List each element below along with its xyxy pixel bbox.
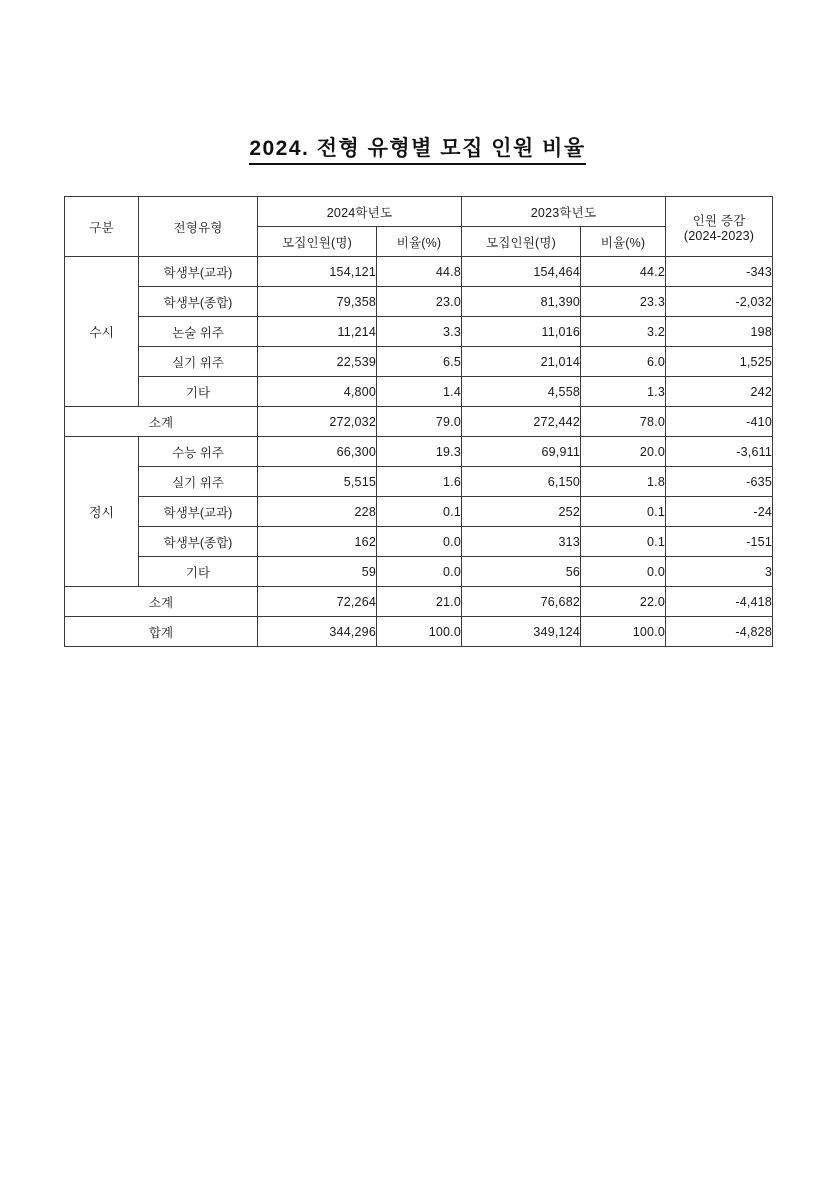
group-label-jeongsi: 정시	[65, 437, 139, 587]
row-type: 기타	[139, 557, 258, 587]
row-count-2024: 162	[258, 527, 377, 557]
header-change-sublabel: (2024-2023)	[683, 228, 755, 243]
page-title-text: 2024. 전형 유형별 모집 인원 비율	[249, 137, 585, 165]
row-type: 실기 위주	[139, 347, 258, 377]
row-type: 실기 위주	[139, 467, 258, 497]
total-count-2024: 344,296	[258, 617, 377, 647]
table-row	[65, 527, 773, 557]
row-ratio-2023: 0.1	[581, 497, 666, 527]
row-count-2023: 154,464	[462, 257, 581, 287]
table-row	[65, 287, 773, 317]
row-ratio-2023: 3.2	[581, 317, 666, 347]
row-change: -635	[666, 467, 773, 497]
row-ratio-2024: 6.5	[377, 347, 462, 377]
table-row	[65, 347, 773, 377]
row-count-2024: 66,300	[258, 437, 377, 467]
table-header-row-1	[65, 197, 773, 227]
row-count-2023: 56	[462, 557, 581, 587]
row-type: 학생부(교과)	[139, 497, 258, 527]
row-ratio-2023: 0.0	[581, 557, 666, 587]
table-row-subtotal	[65, 587, 773, 617]
total-label: 합계	[65, 617, 258, 647]
row-ratio-2024: 1.6	[377, 467, 462, 497]
row-count-2023: 252	[462, 497, 581, 527]
subtotal-count-2024: 72,264	[258, 587, 377, 617]
subtotal-count-2024: 272,032	[258, 407, 377, 437]
row-ratio-2023: 1.8	[581, 467, 666, 497]
row-ratio-2023: 20.0	[581, 437, 666, 467]
table-row	[65, 437, 773, 467]
admissions-table-wrapper	[64, 196, 772, 647]
header-year-2023: 2023학년도	[462, 197, 666, 227]
subtotal-label: 소계	[65, 587, 258, 617]
table-row-total	[65, 617, 773, 647]
row-ratio-2024: 19.3	[377, 437, 462, 467]
group-label-susi: 수시	[65, 257, 139, 407]
row-ratio-2024: 23.0	[377, 287, 462, 317]
row-count-2024: 228	[258, 497, 377, 527]
row-count-2024: 5,515	[258, 467, 377, 497]
row-change: 3	[666, 557, 773, 587]
subtotal-ratio-2024: 21.0	[377, 587, 462, 617]
row-count-2023: 11,016	[462, 317, 581, 347]
row-change: -151	[666, 527, 773, 557]
header-change	[666, 197, 773, 257]
row-ratio-2024: 1.4	[377, 377, 462, 407]
table-row-subtotal	[65, 407, 773, 437]
row-ratio-2024: 0.1	[377, 497, 462, 527]
table-row	[65, 467, 773, 497]
row-change: -343	[666, 257, 773, 287]
table-head	[65, 197, 773, 257]
row-count-2024: 154,121	[258, 257, 377, 287]
row-count-2023: 6,150	[462, 467, 581, 497]
row-count-2024: 11,214	[258, 317, 377, 347]
total-count-2023: 349,124	[462, 617, 581, 647]
header-count-2023: 모집인원(명)	[462, 227, 581, 257]
subtotal-change: -410	[666, 407, 773, 437]
subtotal-ratio-2023: 78.0	[581, 407, 666, 437]
subtotal-ratio-2024: 79.0	[377, 407, 462, 437]
row-ratio-2023: 23.3	[581, 287, 666, 317]
header-group: 구분	[65, 197, 139, 257]
subtotal-count-2023: 76,682	[462, 587, 581, 617]
row-ratio-2024: 3.3	[377, 317, 462, 347]
row-ratio-2023: 44.2	[581, 257, 666, 287]
row-ratio-2024: 44.8	[377, 257, 462, 287]
row-ratio-2023: 1.3	[581, 377, 666, 407]
header-ratio-2023: 비율(%)	[581, 227, 666, 257]
row-count-2024: 79,358	[258, 287, 377, 317]
row-type: 논술 위주	[139, 317, 258, 347]
subtotal-change: -4,418	[666, 587, 773, 617]
page-title	[0, 132, 835, 162]
row-count-2024: 59	[258, 557, 377, 587]
admissions-table	[64, 196, 773, 647]
total-ratio-2024: 100.0	[377, 617, 462, 647]
subtotal-count-2023: 272,442	[462, 407, 581, 437]
row-ratio-2023: 0.1	[581, 527, 666, 557]
row-change: -24	[666, 497, 773, 527]
row-type: 학생부(종합)	[139, 287, 258, 317]
table-row	[65, 557, 773, 587]
row-ratio-2024: 0.0	[377, 557, 462, 587]
subtotal-ratio-2023: 22.0	[581, 587, 666, 617]
row-count-2024: 22,539	[258, 347, 377, 377]
row-type: 학생부(종합)	[139, 527, 258, 557]
row-count-2023: 21,014	[462, 347, 581, 377]
table-row	[65, 317, 773, 347]
row-change: 1,525	[666, 347, 773, 377]
row-type: 학생부(교과)	[139, 257, 258, 287]
row-type: 수능 위주	[139, 437, 258, 467]
row-ratio-2023: 6.0	[581, 347, 666, 377]
header-type: 전형유형	[139, 197, 258, 257]
row-count-2023: 313	[462, 527, 581, 557]
row-type: 기타	[139, 377, 258, 407]
row-change: -2,032	[666, 287, 773, 317]
total-change: -4,828	[666, 617, 773, 647]
row-count-2023: 81,390	[462, 287, 581, 317]
row-change: 198	[666, 317, 773, 347]
header-ratio-2024: 비율(%)	[377, 227, 462, 257]
header-count-2024: 모집인원(명)	[258, 227, 377, 257]
row-ratio-2024: 0.0	[377, 527, 462, 557]
header-change-label: 인원 증감	[692, 213, 746, 228]
row-change: 242	[666, 377, 773, 407]
table-row	[65, 257, 773, 287]
header-year-2024: 2024학년도	[258, 197, 462, 227]
row-count-2023: 69,911	[462, 437, 581, 467]
table-row	[65, 497, 773, 527]
total-ratio-2023: 100.0	[581, 617, 666, 647]
subtotal-label: 소계	[65, 407, 258, 437]
row-count-2024: 4,800	[258, 377, 377, 407]
row-change: -3,611	[666, 437, 773, 467]
table-row	[65, 377, 773, 407]
table-body	[65, 257, 773, 647]
row-count-2023: 4,558	[462, 377, 581, 407]
